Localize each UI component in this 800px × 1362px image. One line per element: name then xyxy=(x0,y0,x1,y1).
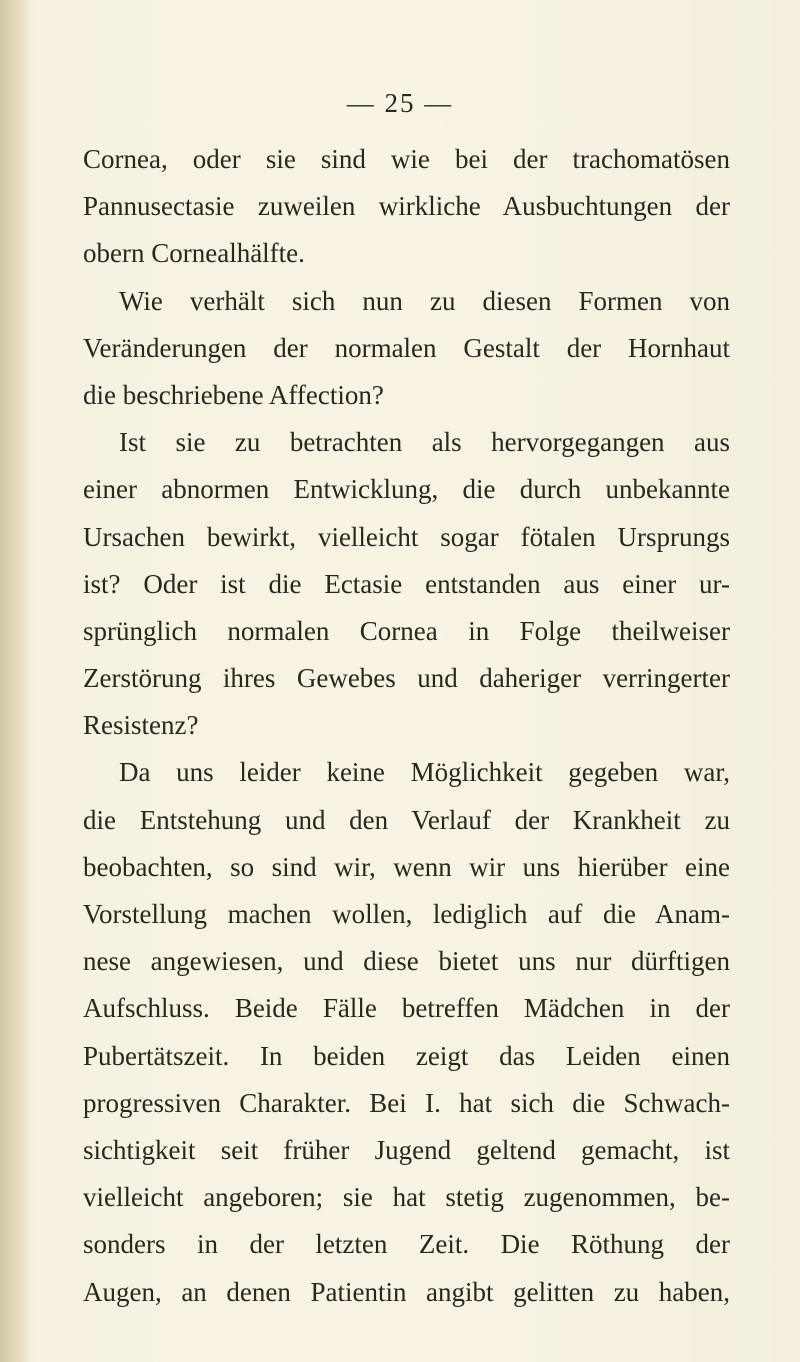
text-line: die beschriebene Affection? xyxy=(83,379,384,410)
text-line: Resistenz? xyxy=(83,710,199,741)
text-line: vielleicht angeboren; sie hat stetig zugenommen, be- xyxy=(83,1182,730,1213)
text-line: Ist sie zu betrachten als hervorgegangen aus xyxy=(119,427,730,458)
text-line: beobachten, so sind wir, wenn wir uns hierüber eine xyxy=(83,851,730,882)
text-line: Augen, an denen Patientin angibt gelitten zu haben, xyxy=(83,1276,730,1307)
body-text xyxy=(83,136,730,1316)
text-line: einer abnormen Entwicklung, die durch unbekannte xyxy=(83,474,730,505)
text-line: Pannusectasie zuweilen wirkliche Ausbuchtungen der xyxy=(83,191,730,222)
text-line: die Entstehung und den Verlauf der Krankheit zu xyxy=(83,804,730,835)
text-line: Veränderungen der normalen Gestalt der Hornhaut xyxy=(83,332,730,363)
text-line: Vorstellung machen wollen, lediglich auf die Anam- xyxy=(83,899,730,929)
text-line: obern Cornealhälfte. xyxy=(83,238,305,269)
text-line: sprünglich normalen Cornea in Folge theilweiser xyxy=(83,615,730,646)
text-line: sichtigkeit seit früher Jugend geltend gemacht, ist xyxy=(83,1134,730,1165)
text-line: Da uns leider keine Möglichkeit gegeben war, xyxy=(119,757,730,788)
text-line: Zerstörung ihres Gewebes und daheriger verringerter xyxy=(83,663,730,694)
text-line: Cornea, oder sie sind wie bei der trachomatösen xyxy=(83,144,730,174)
text-line: sonders in der letzten Zeit. Die Röthung der xyxy=(83,1229,730,1260)
text-line: Aufschluss. Beide Fälle betreffen Mädchen in der xyxy=(83,993,730,1024)
text-line: nese angewiesen, und diese bietet uns nur dürftigen xyxy=(83,946,730,977)
page-number: — 25 — xyxy=(346,88,454,118)
text-line: progressiven Charakter. Bei I. hat sich die Schwach- xyxy=(83,1087,730,1118)
page-gutter-shadow xyxy=(0,0,30,1362)
text-line: Wie verhält sich nun zu diesen Formen von xyxy=(119,285,730,316)
text-line: ist? Oder ist die Ectasie entstanden aus einer ur- xyxy=(83,568,730,599)
text-line: Pubertätszeit. In beiden zeigt das Leiden einen xyxy=(83,1040,730,1071)
text-line: Ursachen bewirkt, vielleicht sogar fötalen Ursprungs xyxy=(83,521,730,552)
